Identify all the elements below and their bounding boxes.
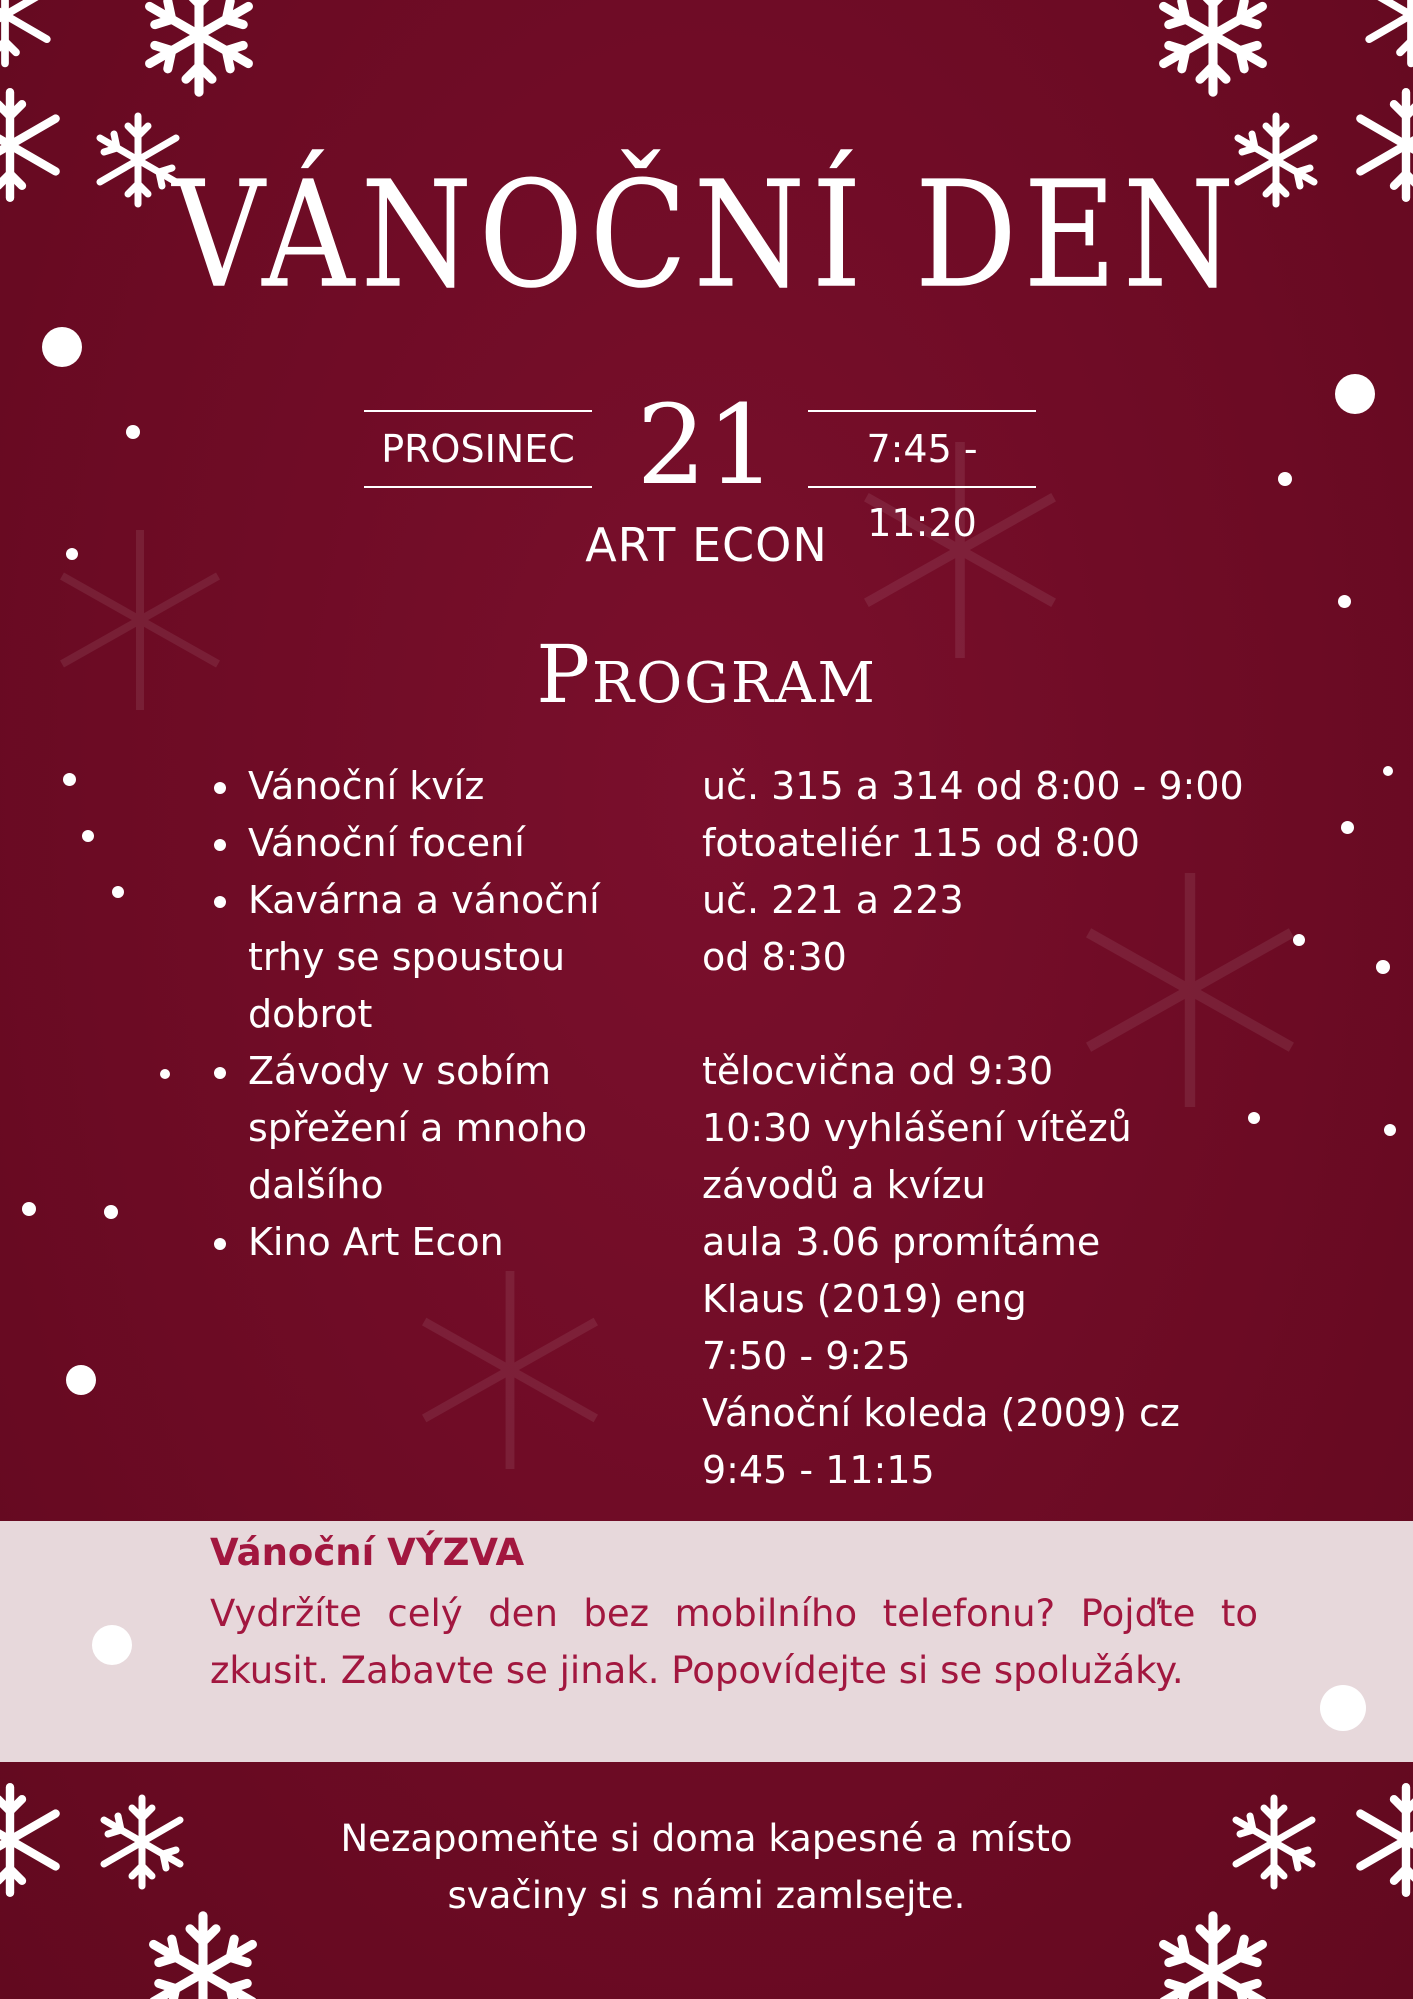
program-location: uč. 315 a 314 od 8:00 - 9:00 [702,764,1244,808]
snowflake-icon [0,0,60,70]
snow-dot [42,327,82,367]
program-location: od 8:30 [702,935,847,979]
program-location: Klaus (2019) eng [702,1277,1027,1321]
program-location: fotoateliér 115 od 8:00 [702,821,1140,865]
background-snowflake-icon [400,1260,620,1480]
challenge-title: Vánoční VÝZVA [210,1531,525,1574]
program-item: • Kino Art Econ [244,1214,676,1271]
event-month: PROSINEC [364,410,592,488]
challenge-text: Vydržíte celý den bez mobilního telefonu? Pojďte to zkusit. Zabavte se jinak. Popovídejte si se spolužáky. [210,1592,1258,1692]
snow-dot [22,1202,36,1216]
program-item: • Kavárna a vánoční trhy se spoustou dobrot [244,872,676,1043]
snowflake-icon [134,0,264,100]
venue-name: ART ECON [585,518,828,572]
program-item: • Vánoční kvíz [244,758,676,815]
snow-dot [112,886,124,898]
snowflake-icon [1356,0,1413,70]
program-item: • Závody v sobím spřežení a mnoho dalšího [244,1043,676,1214]
program-location: tělocvična od 9:30 [702,1049,1054,1093]
snow-dot [82,830,94,842]
poster-title: VÁNOČNÍ DEN [172,150,1241,322]
footer-note [0,1810,1413,1924]
program-location: 7:50 - 9:25 [702,1334,911,1378]
challenge-banner [0,1521,1413,1762]
snow-dot [92,1625,132,1665]
program-location: Vánoční koleda (2009) cz [702,1391,1180,1435]
snow-dot [104,1205,118,1219]
snow-dot [1338,595,1351,608]
snow-dot [1320,1685,1366,1731]
snow-dot [1383,766,1393,776]
program-heading: Program [536,628,877,721]
snow-dot [1384,1124,1396,1136]
program-activities [206,758,676,1271]
spacer [702,986,1262,1043]
event-day: 21 [636,381,777,509]
snow-dot [66,1365,96,1395]
snow-dot [160,1069,170,1079]
program-location: aula 3.06 promítáme [702,1220,1101,1264]
program-item: • Vánoční focení [244,815,676,872]
snow-dot [1376,960,1390,974]
program-location: uč. 221 a 223 [702,878,964,922]
snow-dot [1341,821,1354,834]
event-time: 7:45 - 11:20 [808,410,1036,488]
footer-line: svačiny si s námi zamlsejte. [447,1874,966,1917]
snow-dot [1293,934,1305,946]
footer-line: Nezapomeňte si doma kapesné a místo [340,1817,1073,1860]
program-location: 10:30 vyhlášení vítězů závodů a kvízu [702,1106,1132,1207]
snowflake-icon [1148,0,1278,100]
snow-dot [63,773,76,786]
program-locations [702,758,1262,1499]
program-location: 9:45 - 11:15 [702,1448,935,1492]
